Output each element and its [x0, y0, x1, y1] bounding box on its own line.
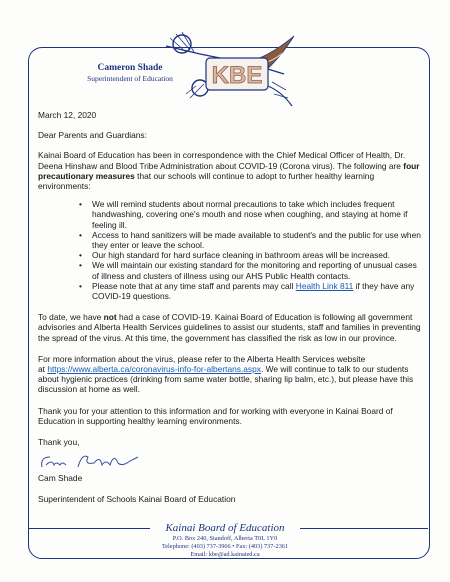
letter-closing: Thank you,	[38, 437, 80, 448]
precaution-item: • Our high standard for hard surface cleaning in bathroom areas will be increased.	[92, 250, 422, 260]
intro-bold: four precautionary measures	[38, 160, 420, 181]
letter-body	[38, 110, 422, 505]
footer-org: Kainai Board of Education	[165, 522, 285, 534]
precaution-item: • We will maintain our existing standard for the monitoring and reporting of unusual cases of illness and clusters of illness using our AHS Public Health contacts.	[92, 260, 422, 280]
signer-title: Superintendent of Schools Kainai Board of Education	[38, 494, 236, 505]
para2-text: To date, we have	[38, 312, 104, 323]
footer-rule-left	[28, 528, 150, 529]
signature	[38, 451, 148, 473]
letter-para-info	[38, 354, 422, 395]
para3-text-end: . We will continue to talk to our students about hygienic practices (drinking from same water bottle, sharing lip balm, etc.), but please have this discussion at home as well.	[38, 364, 414, 395]
letterhead-name: Cameron Shade	[97, 63, 163, 73]
footer-phone: Telephone: (403) 737-3966 • Fax: (403) 737-2361	[161, 543, 289, 550]
bullet5-text-end: if they have any COVID-19 questions.	[92, 280, 415, 302]
footer-rule-right	[300, 528, 428, 529]
bullet5-text: Please note that at any time staff and parents may call	[92, 280, 296, 291]
para2-bold: not	[103, 312, 117, 323]
letter-intro	[38, 150, 422, 191]
svg-text:KBE: KBE	[211, 62, 263, 89]
precaution-list	[38, 199, 422, 301]
para3-text: For more information about the virus, please refer to the Alberta Health Services website	[38, 353, 366, 364]
alberta-health-link[interactable]: https://www.alberta.ca/coronavirus-info-for-albertans.aspx	[47, 364, 261, 375]
kbe-logo	[160, 16, 300, 116]
letterhead-title: Superintendent of Education	[87, 74, 173, 83]
letter-date: March 12, 2020	[38, 110, 97, 120]
footer-address: P.O. Box 240, Standoff, Alberta T0L 1Y0	[172, 535, 278, 542]
intro-text-end: that our schools will continue to adopt to further healthy learning environments:	[38, 170, 375, 192]
kbe-logo-letters	[212, 62, 263, 89]
para3-at: at	[38, 364, 48, 375]
para2-text-end: had a case of COVID-19. Kainai Board of Education is following all government advisories and Alberta Health Services guidelines to assist our students, staff and families in preventing the spread of the virus. At this time, the government has classified the risk as low in our province.	[38, 312, 421, 343]
signer-name: Cam Shade	[38, 473, 83, 484]
letter-footer	[0, 522, 450, 559]
precaution-item: • Access to hand sanitizers will be made available to student's and the public for use when they enter or leave the school.	[92, 230, 422, 250]
precaution-item	[92, 281, 422, 301]
health-link-811[interactable]: Health Link 811	[295, 280, 354, 291]
intro-text: Kainai Board of Education has been in correspondence with the Chief Medical Officer of Health, Dr. Deena Hinshaw and Blood Tribe Administration about COVID-19 (Corona virus). The following are	[38, 150, 406, 171]
letter-salutation: Dear Parents and Guardians:	[38, 130, 147, 141]
letter-para-cases	[38, 312, 422, 343]
precaution-item: • We will remind students about normal precautions to take which includes frequent handwashing, covering one's mouth and nose when coughing, and staying at home if feeling ill.	[92, 199, 422, 230]
letter-para-thanks: Thank you for your attention to this information and for working with everyone in Kainai Board of Education in supporting healthy learning environments.	[38, 405, 393, 426]
footer-email: Email: kbe@ad.kainaied.ca	[190, 551, 260, 558]
